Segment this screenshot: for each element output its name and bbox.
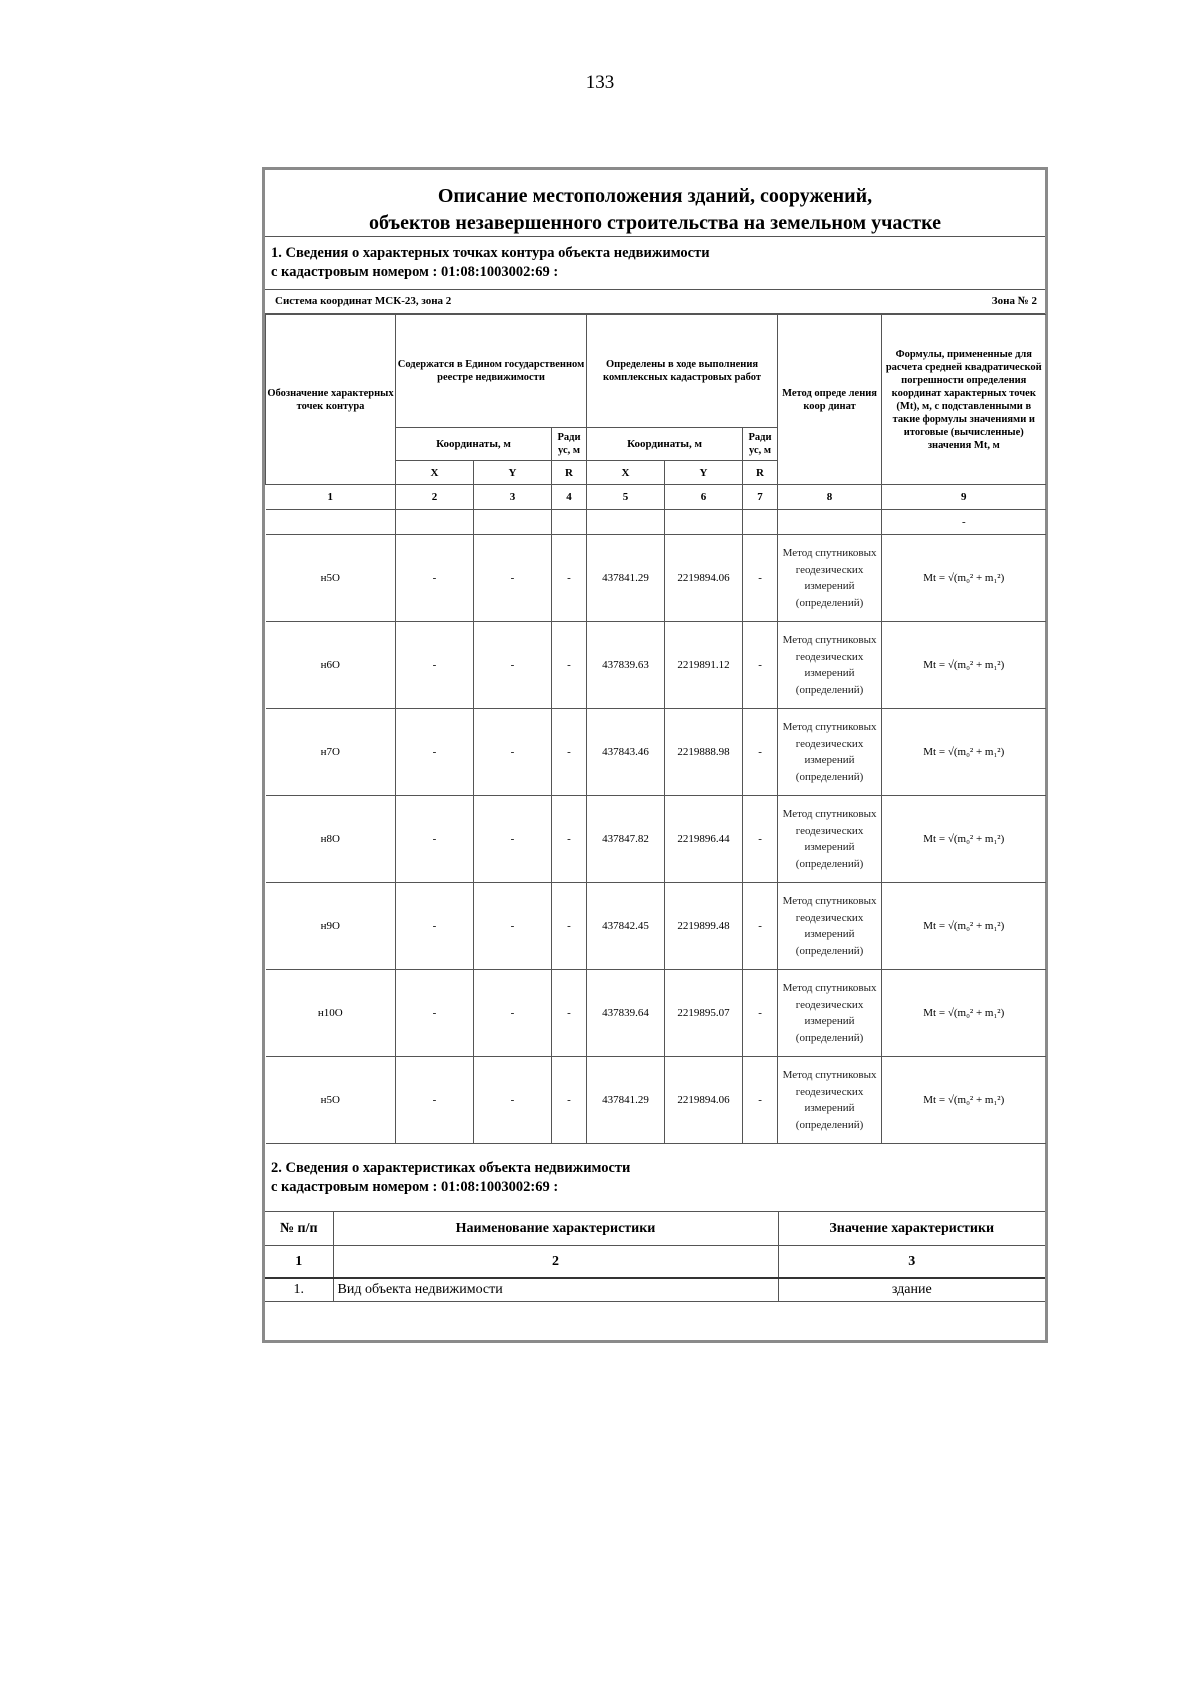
method-cell: Метод спутниковых геодезических измерений (определений) [778, 535, 882, 622]
r-egrn-cell: - [552, 1057, 587, 1144]
header-coords-2: Координаты, м [587, 428, 743, 461]
column-number: 3 [474, 485, 552, 510]
r-cell: - [743, 535, 778, 622]
header-r-2: R [743, 461, 778, 485]
x-egrn-cell: - [396, 535, 474, 622]
header-r-1: R [552, 461, 587, 485]
x-cell: 437839.64 [587, 970, 665, 1057]
y-egrn-cell: - [474, 1057, 552, 1144]
r-cell: - [743, 796, 778, 883]
x-cell: 437843.46 [587, 709, 665, 796]
formula-cell: Mt = √(m₀² + m₁²) [882, 883, 1046, 970]
method-cell: Метод спутниковых геодезических измерений (определений) [778, 796, 882, 883]
formula-cell: Mt = √(m₀² + m₁²) [882, 796, 1046, 883]
x-egrn-cell: - [396, 709, 474, 796]
table-row [266, 796, 1046, 883]
document-title [265, 170, 1045, 237]
page-number: 133 [585, 72, 615, 93]
table-row [266, 535, 1046, 622]
point-cell: н5О [266, 535, 396, 622]
y-cell: 2219894.06 [665, 535, 743, 622]
column-number: 7 [743, 485, 778, 510]
section-1-line-1: 1. Сведения о характерных точках контура объекта недвижимости [271, 245, 710, 261]
value-cell: здание [778, 1278, 1045, 1302]
header-x-2: X [587, 461, 665, 485]
header-radius-2: Ради ус, м [743, 428, 778, 461]
method-cell: Метод спутниковых геодезических измерений (определений) [778, 970, 882, 1057]
r-egrn-cell: - [552, 622, 587, 709]
r-cell: - [743, 883, 778, 970]
point-cell: н6О [266, 622, 396, 709]
point-cell: н7О [266, 709, 396, 796]
y-egrn-cell: - [474, 622, 552, 709]
r-cell: - [743, 709, 778, 796]
title-line-2: объектов незавершенного строительства на земельном участке [368, 212, 942, 234]
r-cell: - [743, 622, 778, 709]
contour-points-body [266, 535, 1046, 1144]
header-num: № п/п [265, 1212, 333, 1246]
empty-row [266, 510, 1046, 535]
column-number: 6 [665, 485, 743, 510]
header-name: Наименование характеристики [333, 1212, 778, 1246]
characteristics-body [265, 1278, 1045, 1302]
r-egrn-cell: - [552, 709, 587, 796]
point-cell: н5О [266, 1057, 396, 1144]
method-cell: Метод спутниковых геодезических измерений (определений) [778, 622, 882, 709]
section-2-heading [265, 1144, 1045, 1211]
section-1-line-2: с кадастровым номером : 01:08:1003002:69 : [271, 264, 559, 280]
formula-cell: Mt = √(m₀² + m₁²) [882, 535, 1046, 622]
header-coords-1: Координаты, м [396, 428, 552, 461]
r-cell: - [743, 970, 778, 1057]
header-formula: Формулы, примененные для расчета средней квадратической погрешности определения координат характерных точек (Mt), м, с подставленными в такие формулы значениями и итоговые (вычисленные) значения Mt, м [882, 315, 1046, 485]
y-cell: 2219891.12 [665, 622, 743, 709]
method-cell: Метод спутниковых геодезических измерений (определений) [778, 709, 882, 796]
column-number: 1 [265, 1246, 333, 1279]
method-cell: Метод спутниковых геодезических измерений (определений) [778, 883, 882, 970]
name-cell: Вид объекта недвижимости [333, 1278, 778, 1302]
header-egrn: Содержатся в Едином государственном реестре недвижимости [396, 315, 587, 428]
table-row [265, 1278, 1045, 1302]
y-egrn-cell: - [474, 535, 552, 622]
y-cell: 2219888.98 [665, 709, 743, 796]
formula-cell: Mt = √(m₀² + m₁²) [882, 1057, 1046, 1144]
y-egrn-cell: - [474, 883, 552, 970]
r-egrn-cell: - [552, 535, 587, 622]
x-cell: 437839.63 [587, 622, 665, 709]
header-point: Обозначение характерных точек контура [266, 315, 396, 485]
section-2-line-1: 2. Сведения о характеристиках объекта недвижимости [271, 1160, 631, 1176]
x-cell: 437847.82 [587, 796, 665, 883]
title-line-1: Описание местоположения зданий, сооружений, [437, 185, 873, 207]
x-egrn-cell: - [396, 883, 474, 970]
point-cell: н10О [266, 970, 396, 1057]
column-number: 4 [552, 485, 587, 510]
y-cell: 2219899.48 [665, 883, 743, 970]
empty-row-dash: - [882, 510, 1046, 535]
table-row [266, 709, 1046, 796]
y-egrn-cell: - [474, 796, 552, 883]
column-number: 5 [587, 485, 665, 510]
r-egrn-cell: - [552, 796, 587, 883]
num-cell: 1. [265, 1278, 333, 1302]
formula-cell: Mt = √(m₀² + m₁²) [882, 970, 1046, 1057]
table-row [266, 883, 1046, 970]
y-egrn-cell: - [474, 709, 552, 796]
zone-label: Зона № 2 [991, 295, 1037, 307]
column-number: 8 [778, 485, 882, 510]
table-row [266, 970, 1046, 1057]
y-egrn-cell: - [474, 970, 552, 1057]
x-cell: 437841.29 [587, 1057, 665, 1144]
column-number: 3 [778, 1246, 1045, 1279]
formula-cell: Mt = √(m₀² + m₁²) [882, 709, 1046, 796]
x-egrn-cell: - [396, 622, 474, 709]
column-number: 1 [266, 485, 396, 510]
column-number: 2 [333, 1246, 778, 1279]
coordinate-system: Система координат МСК-23, зона 2 [275, 295, 452, 307]
y-cell: 2219896.44 [665, 796, 743, 883]
contour-points-table [265, 314, 1046, 1144]
header-x-1: X [396, 461, 474, 485]
document-frame [262, 167, 1048, 1343]
y-cell: 2219894.06 [665, 1057, 743, 1144]
coordinate-system-line [265, 290, 1045, 314]
x-cell: 437841.29 [587, 535, 665, 622]
point-cell: н9О [266, 883, 396, 970]
column-number: 2 [396, 485, 474, 510]
column-number: 9 [882, 485, 1046, 510]
r-egrn-cell: - [552, 970, 587, 1057]
x-egrn-cell: - [396, 1057, 474, 1144]
header-y-2: Y [665, 461, 743, 485]
table-row [266, 622, 1046, 709]
section-1-heading [265, 237, 1045, 290]
table-row [266, 1057, 1046, 1144]
method-cell: Метод спутниковых геодезических измерений (определений) [778, 1057, 882, 1144]
x-egrn-cell: - [396, 970, 474, 1057]
x-egrn-cell: - [396, 796, 474, 883]
header-cadastral-works: Определены в ходе выполнения комплексных кадастровых работ [587, 315, 778, 428]
x-cell: 437842.45 [587, 883, 665, 970]
header-method: Метод опреде ления коор динат [778, 315, 882, 485]
formula-cell: Mt = √(m₀² + m₁²) [882, 622, 1046, 709]
point-cell: н8О [266, 796, 396, 883]
header-radius-1: Ради ус, м [552, 428, 587, 461]
section-2-line-2: с кадастровым номером : 01:08:1003002:69 : [271, 1179, 559, 1195]
header-value: Значение характеристики [778, 1212, 1045, 1246]
y-cell: 2219895.07 [665, 970, 743, 1057]
header-y-1: Y [474, 461, 552, 485]
r-cell: - [743, 1057, 778, 1144]
r-egrn-cell: - [552, 883, 587, 970]
characteristics-table [265, 1211, 1045, 1302]
